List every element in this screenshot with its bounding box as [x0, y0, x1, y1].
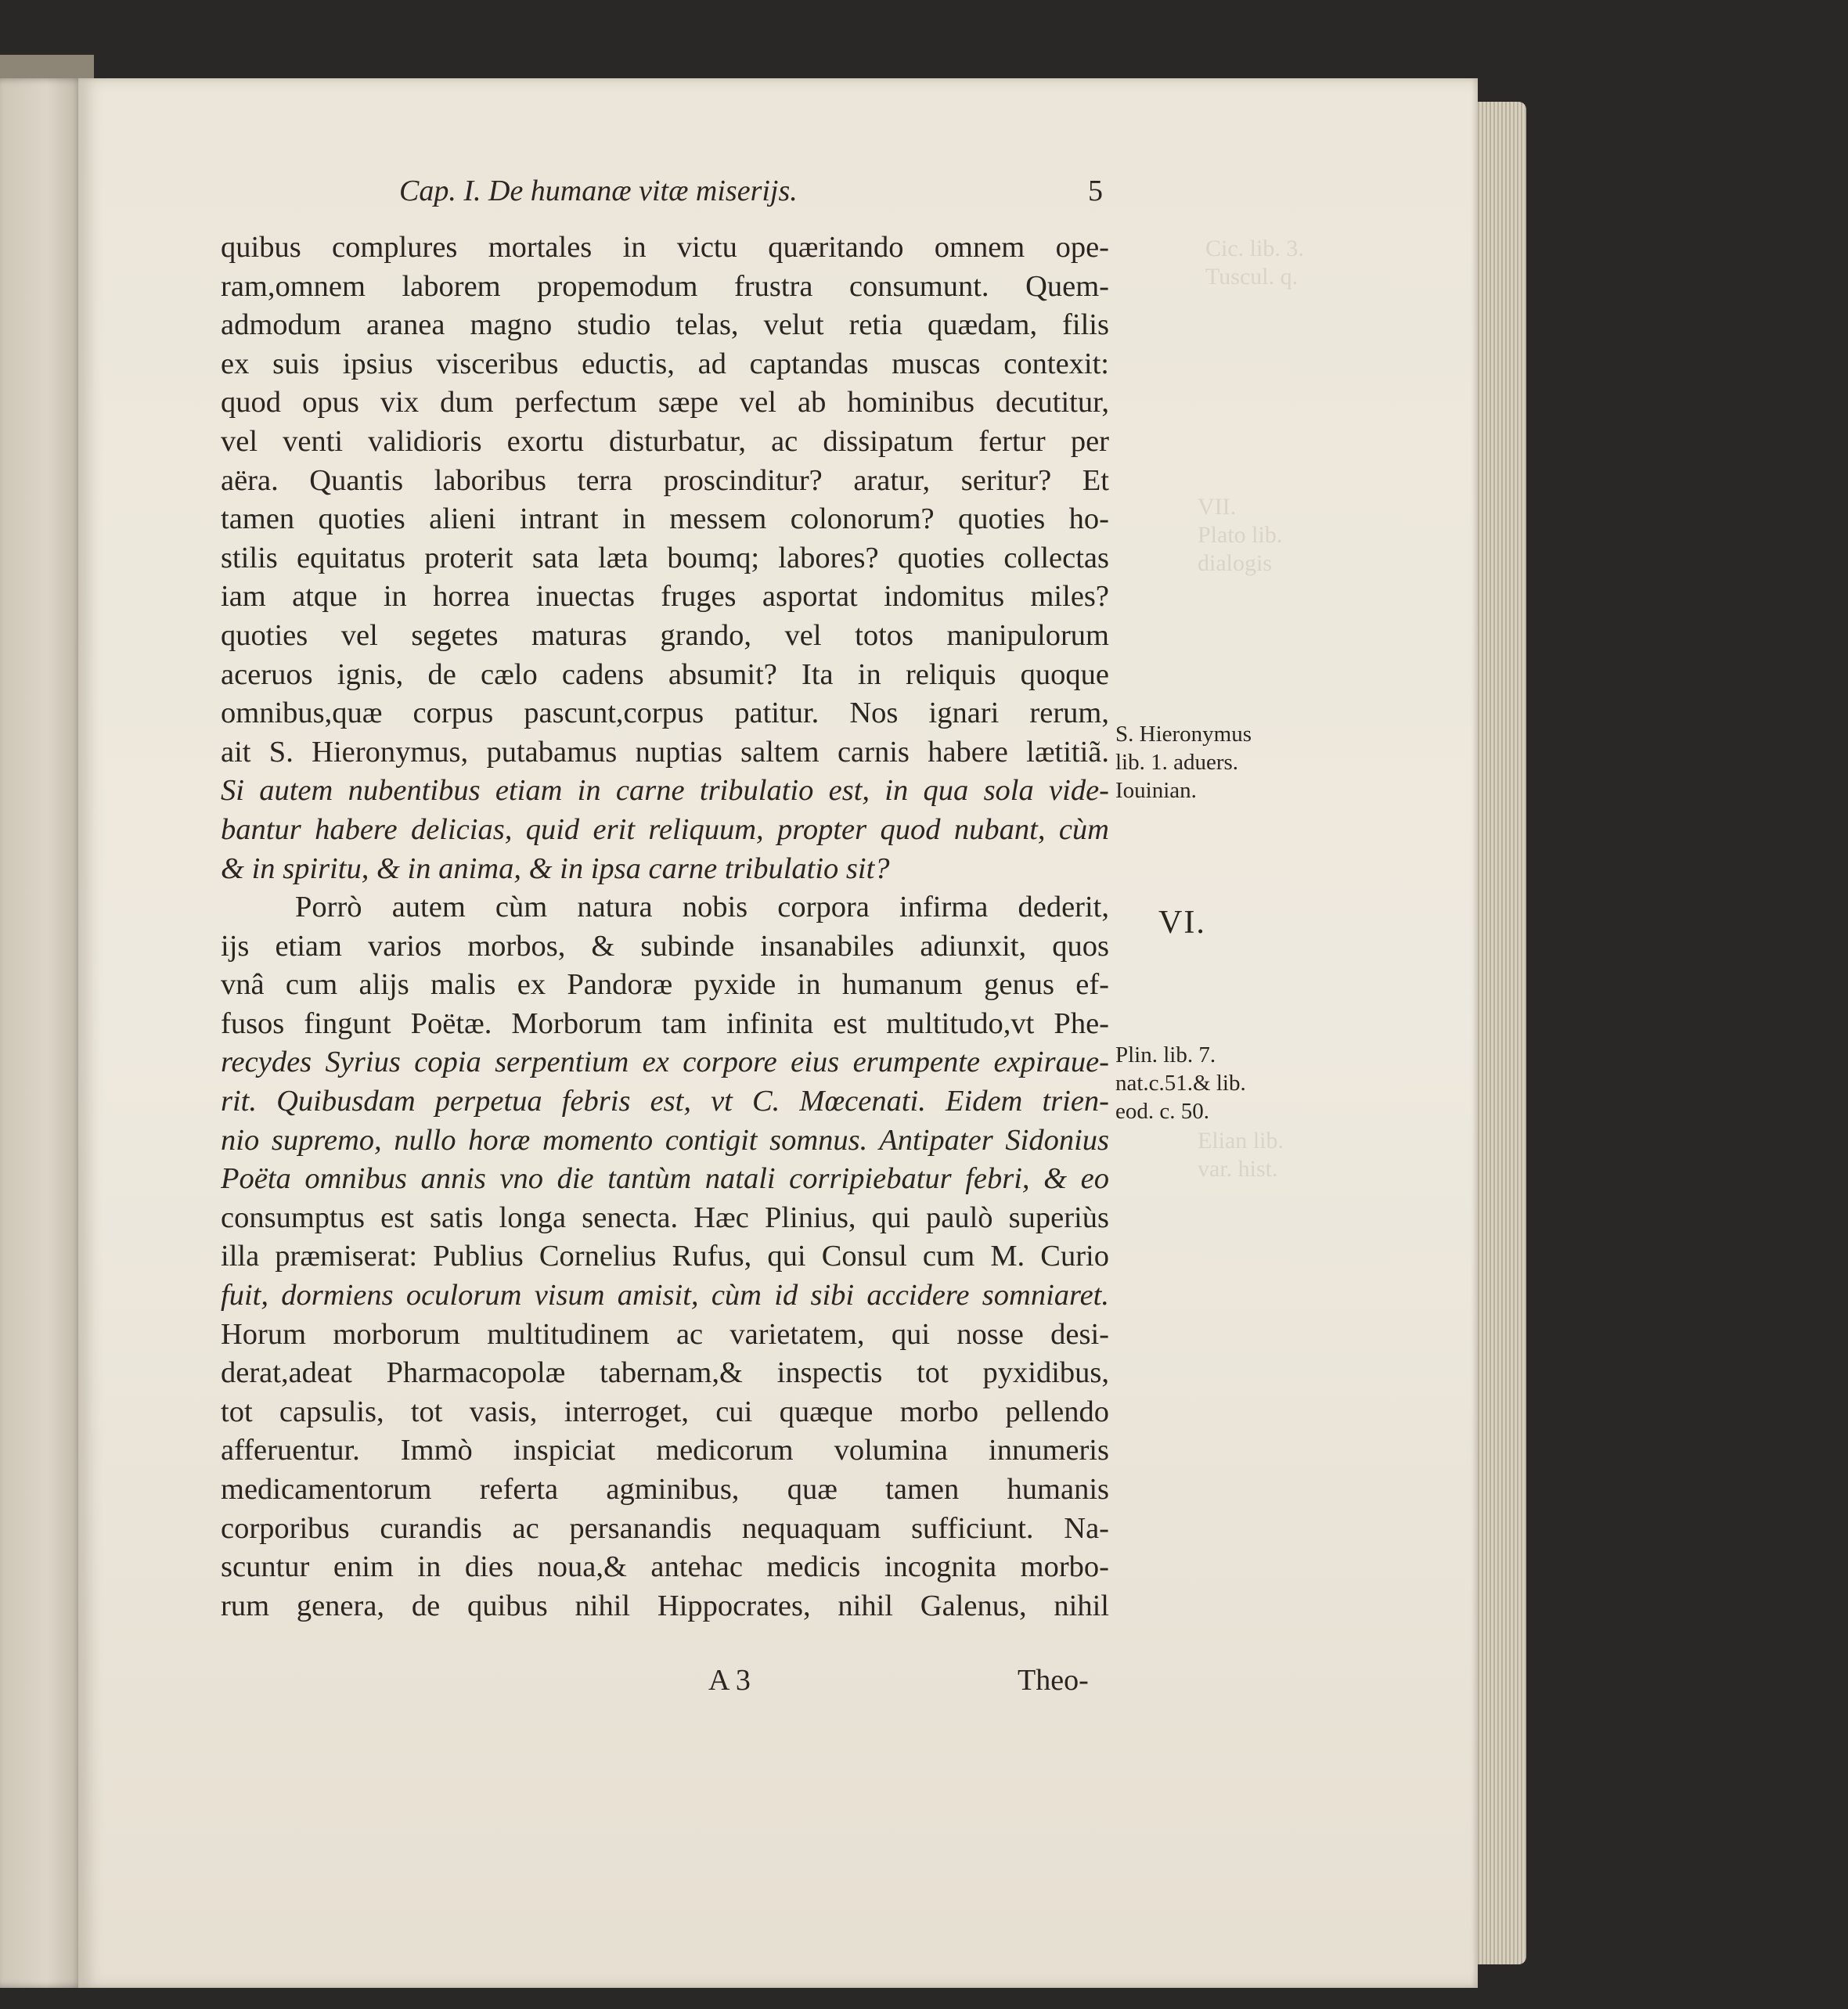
body-text [221, 229, 1109, 1626]
text-line: tot capsulis, tot vasis, interroget, cui quæque morbo pellendo [221, 1395, 1109, 1428]
text-line: tamen quoties alieni intrant in messem colonorum? quoties ho- [221, 502, 1109, 536]
text-line: vnâ cum alijs malis ex Pandoræ pyxide in humanum genus ef- [221, 968, 1109, 1002]
text-line: bantur habere delicias, quid erit reliquum, propter quod nubant, cùm [221, 812, 1109, 846]
text-line: omnibus,quæ corpus pascunt,corpus patitur. Nos ignari rerum, [221, 697, 1109, 730]
text-line: Poëta omnibus annis vno die tantùm natali corripiebatur febri, & eo [221, 1162, 1109, 1196]
text-line: fusos fingunt Poëtæ. Morborum tam infinita est multitudo,vt Phe- [221, 1006, 1109, 1040]
margin-note-line: lib. 1. aduers. [1115, 750, 1239, 775]
text-line: illa præmiserat: Publius Cornelius Rufus, qui Consul cum M. Curio [221, 1240, 1109, 1273]
facing-page [0, 78, 85, 1988]
text-line: quibus complures mortales in victu quæritando omnem ope- [221, 231, 1109, 264]
section-number: VI. [1158, 905, 1206, 941]
text-line: corporibus curandis ac persanandis nequaquam sufficiunt. Na- [221, 1511, 1109, 1545]
margin-note-line: nat.c.51.& lib. [1115, 1071, 1246, 1096]
running-head [399, 174, 1104, 221]
text-line: rum genera, de quibus nihil Hippocrates, nihil Galenus, nihil [221, 1589, 1109, 1622]
signature-mark: A 3 [708, 1664, 751, 1697]
text-line: iam atque in horrea inuectas fruges asportat indomitus miles? [221, 580, 1109, 614]
text-line: & in spiritu, & in anima, & in ipsa carne tribulatio sit? [221, 851, 890, 885]
margin-note-hieronymus [1115, 720, 1303, 805]
text-line: vel venti validioris exortu disturbatur, ac dissipatum fertur per [221, 424, 1109, 458]
text-line: ijs etiam varios morbos, & subinde insanabiles adiunxit, quos [221, 929, 1109, 963]
text-line: medicamentorum referta agminibus, quæ tamen humanis [221, 1473, 1109, 1506]
bleed-through: VII. Plato lib. dialogis [1198, 494, 1283, 576]
text-line: aëra. Quantis laboribus terra proscinditur? aratur, seritur? Et [221, 463, 1109, 497]
text-line: scuntur enim in dies noua,& antehac medicis incognita morbo- [221, 1550, 1109, 1584]
text-line: derat,adeat Pharmacopolæ tabernam,& inspectis tot pyxidibus, [221, 1356, 1109, 1390]
text-line: consumptus est satis longa senecta. Hæc Plinius, qui paulò superiùs [221, 1201, 1109, 1234]
text-line: rit. Quibusdam perpetua febris est, vt C. Mœcenati. Eidem trien- [221, 1085, 1109, 1118]
text-line: fuit, dormiens oculorum visum amisit, cùm id sibi accidere somniaret. [221, 1279, 1109, 1312]
text-line: stilis equitatus proterit sata læta boumq; labores? quoties collectas [221, 541, 1109, 574]
text-line: ram,omnem laborem propemodum frustra consumunt. Quem- [221, 269, 1109, 303]
text-line: Horum morborum multitudinem ac varietatem, qui nosse desi- [221, 1317, 1109, 1351]
bleed-through: Elian lib. var. hist. [1198, 1128, 1284, 1182]
margin-note-line: Iouinian. [1115, 778, 1197, 803]
text-line: admodum aranea magno studio telas, velut retia quædam, filis [221, 308, 1109, 342]
text-line: aceruos ignis, de cælo cadens absumit? Ita in reliquis quoque [221, 657, 1109, 691]
catchword: Theo- [1018, 1664, 1089, 1697]
margin-note-line: Plin. lib. 7. [1115, 1042, 1216, 1068]
text-line: Si autem nubentibus etiam in carne tribulatio est, in qua sola vide- [221, 774, 1109, 808]
margin-note-line: eod. c. 50. [1115, 1099, 1209, 1124]
margin-note-plinius [1115, 1041, 1303, 1125]
text-line: nio supremo, nullo horæ momento contigit somnus. Antipater Sidonius [221, 1123, 1109, 1157]
page-number: 5 [1088, 175, 1103, 207]
text-line: recydes Syrius copia serpentium ex corpore eius erumpente expiraue- [221, 1046, 1109, 1079]
running-title: Cap. I. De humanæ vitæ miserijs. [399, 175, 798, 207]
text-line: ex suis ipsius visceribus eductis, ad captandas muscas contexit: [221, 347, 1109, 380]
text-line: Porrò autem cùm natura nobis corpora infirma dederit, [295, 891, 1109, 924]
text-line: ait S. Hieronymus, putabamus nuptias saltem carnis habere lætitiã. [221, 735, 1109, 769]
text-line: quod opus vix dum perfectum sæpe vel ab hominibus decutitur, [221, 386, 1109, 419]
margin-note-line: S. Hieronymus [1115, 722, 1252, 747]
bleed-through: Cic. lib. 3. Tuscul. q. [1205, 236, 1304, 290]
text-line: quoties vel segetes maturas grando, vel totos manipulorum [221, 618, 1109, 652]
text-line: afferuentur. Immò inspiciat medicorum volumina innumeris [221, 1434, 1109, 1467]
